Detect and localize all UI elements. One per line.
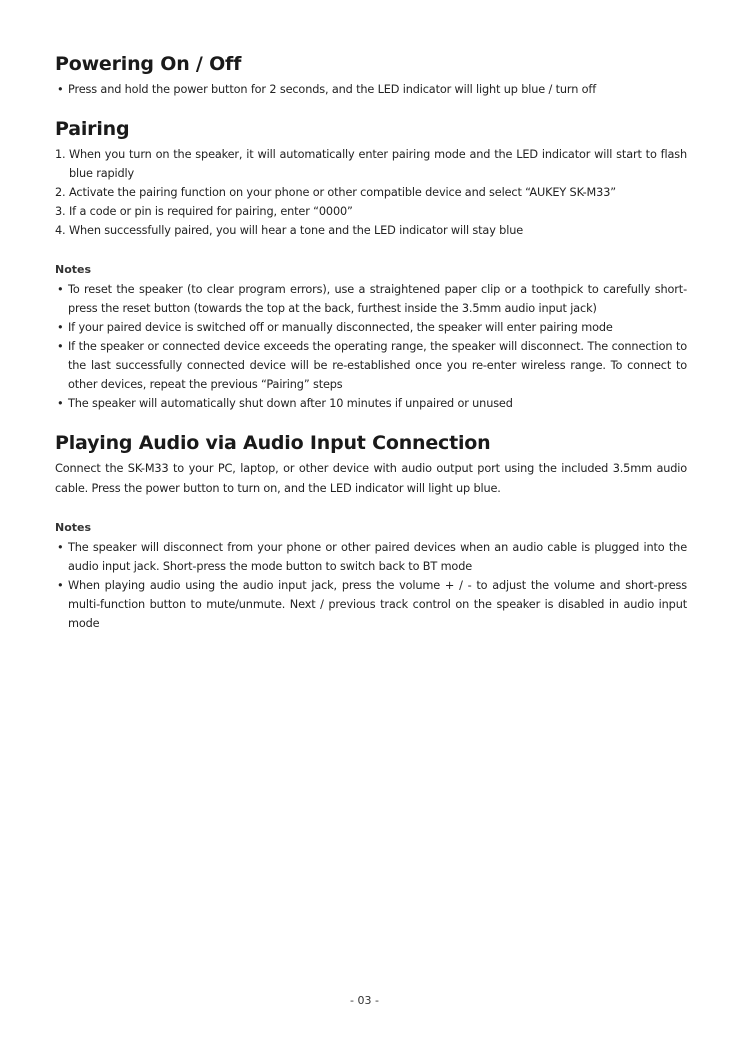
bullet-icon: •	[57, 340, 64, 353]
bullet-icon: •	[57, 83, 64, 96]
list-item	[55, 318, 687, 337]
step-number: 1.	[55, 148, 66, 161]
heading-audio-input: Playing Audio via Audio Input Connection	[55, 432, 491, 454]
note-text: The speaker will automatically shut down after 10 minutes if unpaired or unused	[68, 397, 513, 410]
step-text: When successfully paired, you will hear a tone and the LED indicator will stay blue	[69, 224, 524, 237]
audio-notes-list	[55, 538, 687, 633]
note-text: The speaker will disconnect from your phone or other paired devices when an audio cable is plugged into the audio input jack. Short-press the mode button to switch back to BT mode	[68, 541, 687, 573]
list-item	[55, 202, 687, 221]
bullet-icon: •	[57, 579, 64, 592]
list-item	[55, 145, 687, 183]
bullet-text: Press and hold the power button for 2 seconds, and the LED indicator will light up blue / turn off	[68, 83, 597, 96]
list-item	[55, 221, 687, 240]
bullet-icon: •	[57, 321, 64, 334]
list-item	[55, 337, 687, 394]
note-text: To reset the speaker (to clear program errors), use a straightened paper clip or a toothpick to carefully short-press the reset button (towards the top at the back, furthest inside the 3.5mm audio input jack)	[68, 283, 687, 315]
audio-input-paragraph: Connect the SK-M33 to your PC, laptop, or other device with audio output port using the included 3.5mm audio cable. Press the power button to turn on, and the LED indicator will light up blue.	[55, 462, 687, 495]
section-powering	[55, 52, 687, 99]
bullet-icon: •	[57, 397, 64, 410]
notes-label: Notes	[55, 263, 92, 276]
list-item	[55, 576, 687, 633]
heading-powering: Powering On / Off	[55, 53, 242, 75]
step-number: 2.	[55, 186, 66, 199]
list-item	[55, 538, 687, 576]
section-pairing	[55, 117, 687, 413]
note-text: If your paired device is switched off or manually disconnected, the speaker will enter pairing mode	[68, 321, 613, 334]
manual-page	[55, 52, 687, 633]
step-text: Activate the pairing function on your phone or other compatible device and select “AUKEY SK-M33”	[69, 186, 616, 199]
powering-bullet-list	[55, 80, 687, 99]
note-text: When playing audio using the audio input jack, press the volume + / - to adjust the volume and short-press multi-function button to mute/unmute. Next / previous track control on the speaker is disabled in audio input mode	[68, 579, 687, 630]
page-number: - 03 -	[350, 994, 379, 1007]
list-item	[55, 280, 687, 318]
step-text: If a code or pin is required for pairing, enter “0000”	[69, 205, 353, 218]
heading-pairing: Pairing	[55, 118, 130, 140]
list-item	[55, 80, 687, 99]
step-number: 3.	[55, 205, 66, 218]
list-item	[55, 394, 687, 413]
notes-label: Notes	[55, 521, 92, 534]
pairing-steps-list	[55, 145, 687, 240]
section-audio-input	[55, 431, 687, 633]
step-text: When you turn on the speaker, it will automatically enter pairing mode and the LED indicator will start to flash blue rapidly	[69, 148, 687, 180]
bullet-icon: •	[57, 541, 64, 554]
list-item	[55, 183, 687, 202]
note-text: If the speaker or connected device exceeds the operating range, the speaker will disconnect. The connection to the last successfully connected device will be re-established once you re-enter wireless range. To connect to other devices, repeat the previous “Pairing” steps	[68, 340, 687, 391]
pairing-notes-list	[55, 280, 687, 413]
step-number: 4.	[55, 224, 66, 237]
bullet-icon: •	[57, 283, 64, 296]
